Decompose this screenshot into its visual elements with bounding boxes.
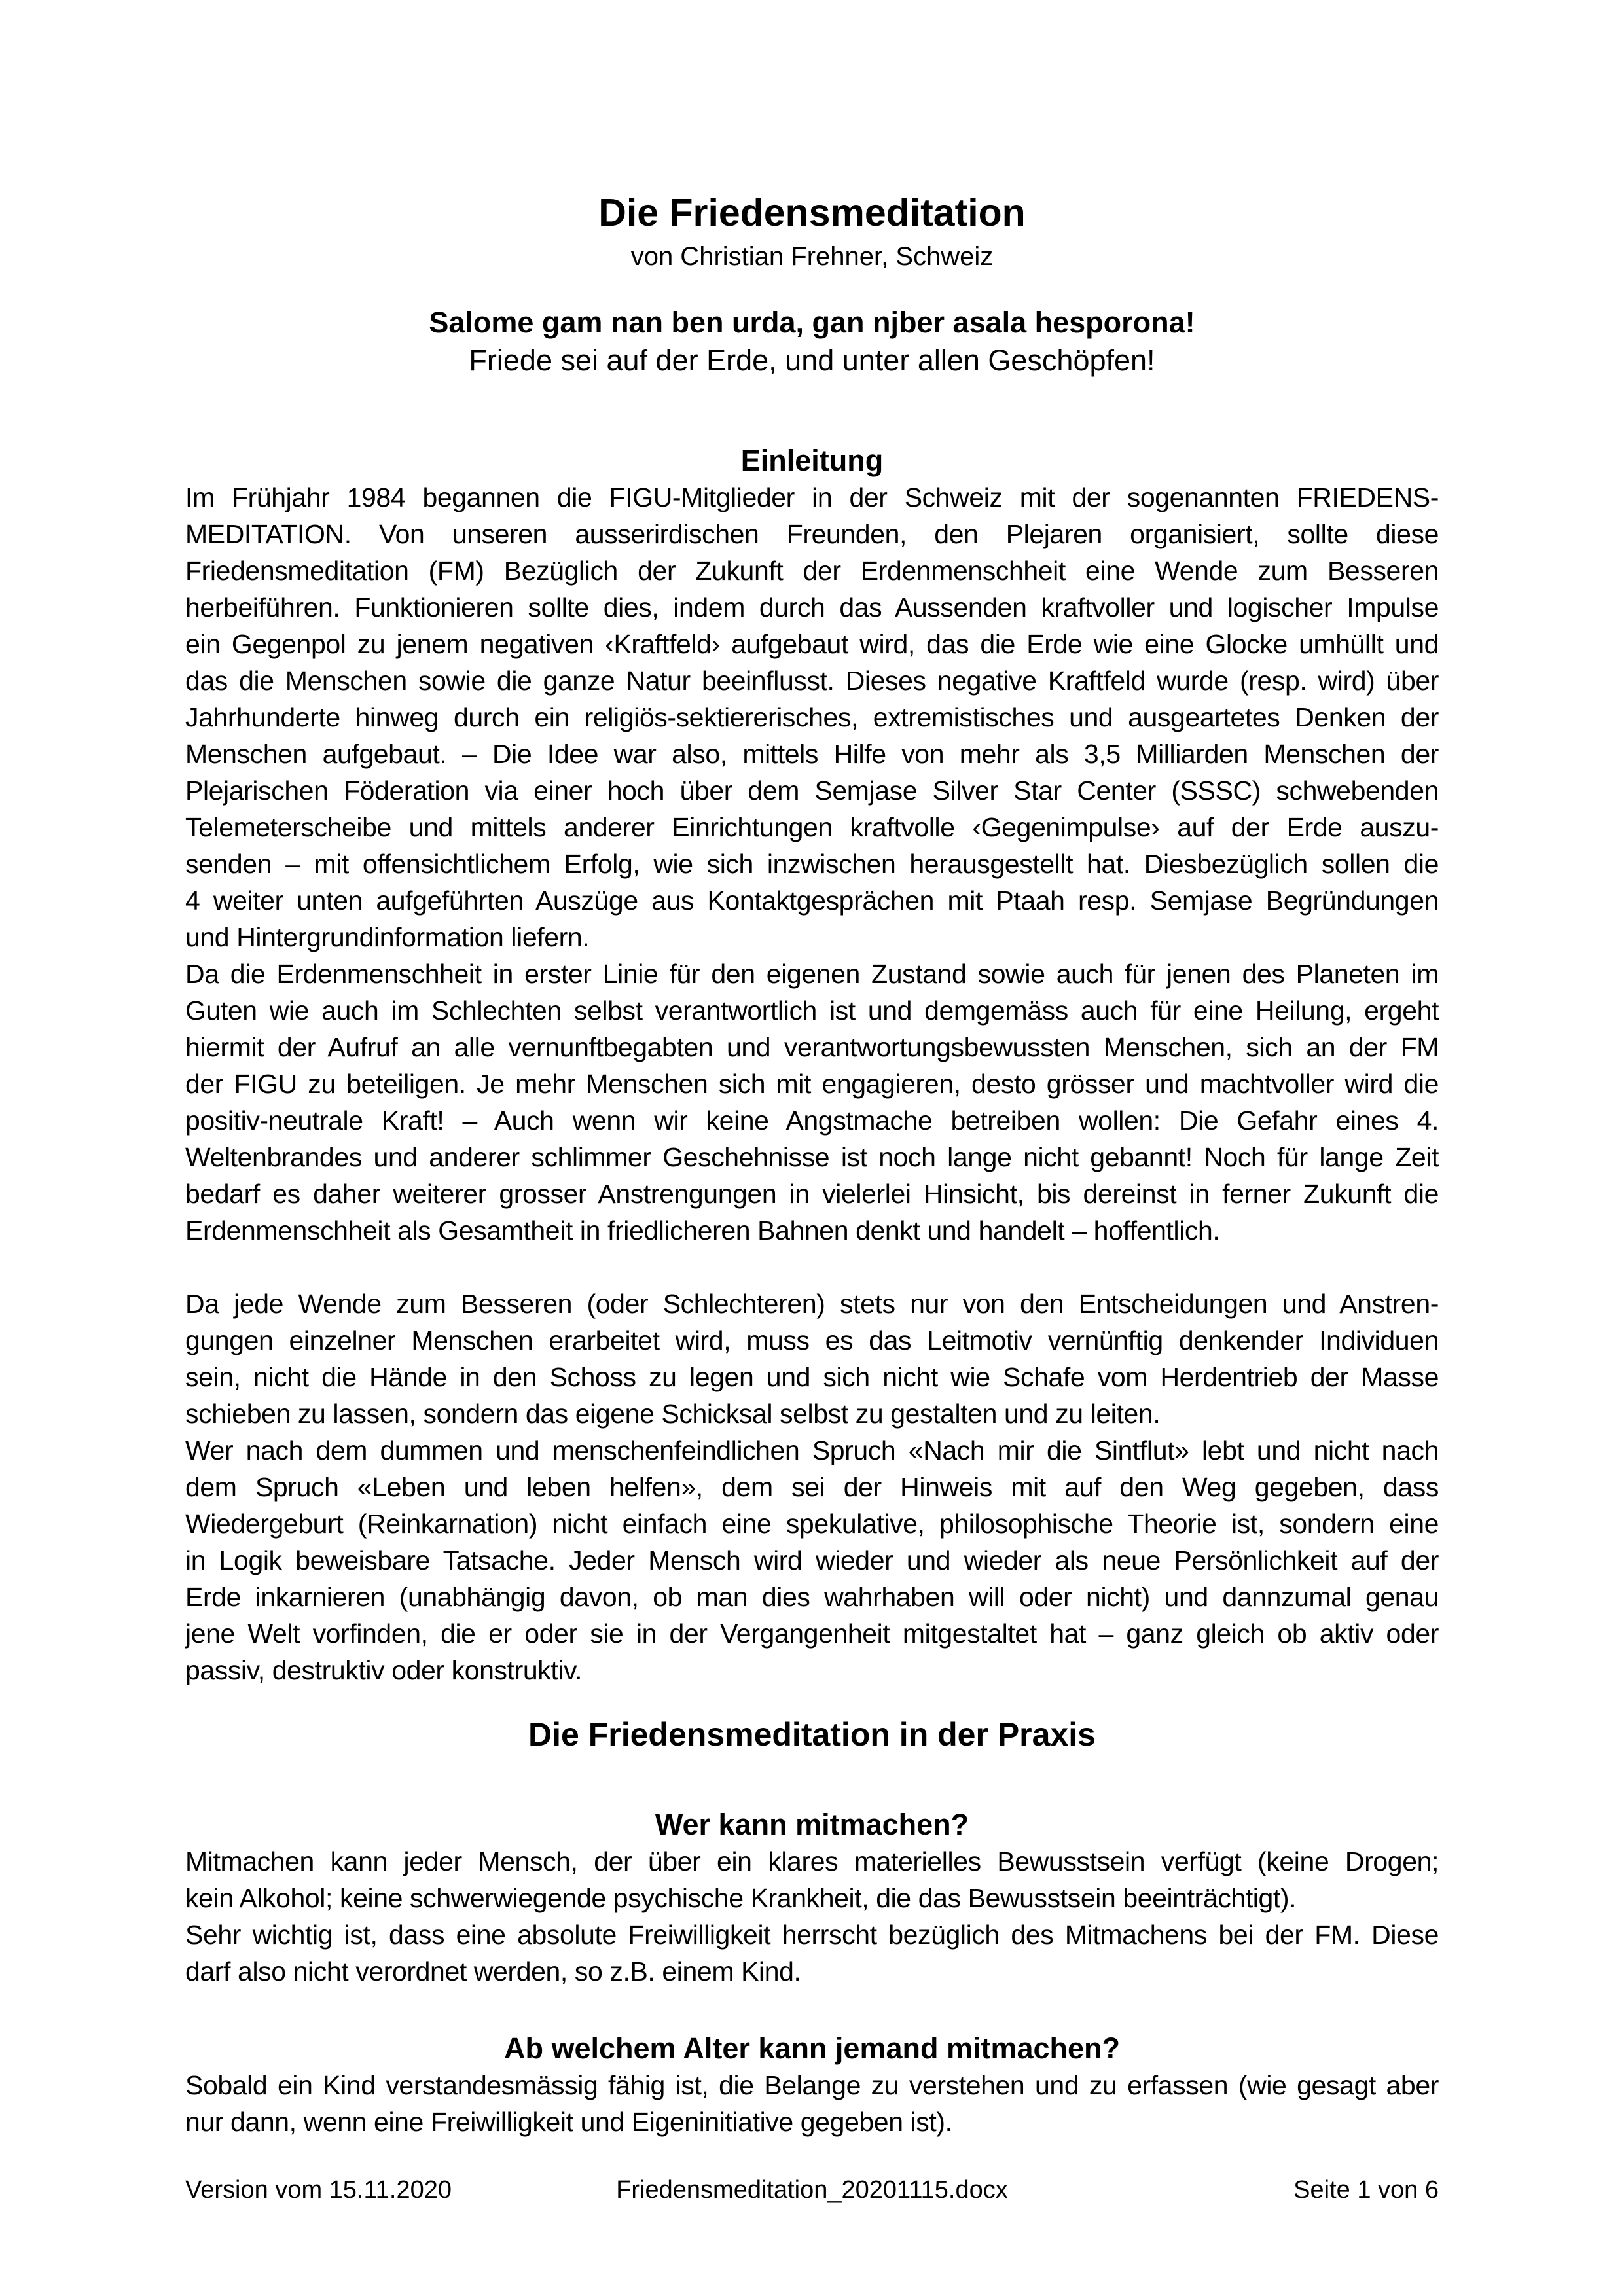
text-line: MEDITATION. Von unseren ausserirdischen Freunden, den Plejaren organisiert, sollte diese xyxy=(185,519,1439,549)
footer-version-date: Version vom 15.11.2020 xyxy=(185,2176,452,2204)
section-heading: Wer kann mitmachen? xyxy=(655,1808,969,1841)
section-heading: Die Friedensmeditation in der Praxis xyxy=(528,1716,1096,1753)
text-line: Im Frühjahr 1984 begannen die FIGU-Mitglieder in der Schweiz mit der sogenannten FRIEDENS- xyxy=(185,482,1439,512)
text-line: Friedensmeditation (FM) Bezüglich der Zukunft der Erdenmenschheit eine Wende zum Besseren xyxy=(185,556,1439,586)
text-line: positiv-neutrale Kraft! – Auch wenn wir keine Angstmache betreiben wollen: Die Gefahr eines 4. xyxy=(185,1105,1439,1136)
text-line: Guten wie auch im Schlechten selbst verantwortlich ist und demgemäss auch für eine Heilung, ergeht xyxy=(185,996,1439,1026)
text-line: Sehr wichtig ist, dass eine absolute Freiwilligkeit herrscht bezüglich des Mitmachens bei der FM. Diese xyxy=(185,1920,1439,1950)
text-line: Wer nach dem dummen und menschenfeindlichen Spruch «Nach mir die Sintflut» lebt und nicht nach xyxy=(185,1435,1439,1465)
spacer xyxy=(185,1990,1439,2030)
text-line: Weltenbrandes und anderer schlimmer Geschehnisse ist noch lange nicht gebannt! Noch für lange Zeit xyxy=(185,1142,1439,1172)
text-line: gungen einzelner Menschen erarbeitet wird, muss es das Leitmotiv vernünftig denkender Individuen xyxy=(185,1325,1439,1355)
paragraph xyxy=(185,1843,1439,1916)
text-line: Mitmachen kann jeder Mensch, der über ein klares materielles Bewusstsein verfügt (keine Drogen; xyxy=(185,1846,1439,1876)
document-header xyxy=(185,190,1439,380)
text-line: jene Welt vorfinden, die er oder sie in der Vergangenheit mitgestaltet hat – ganz gleich ob aktiv oder xyxy=(185,1619,1439,1649)
text-line: hiermit der Aufruf an alle vernunftbegabten und verantwortungsbewussten Menschen, sich an der FM xyxy=(185,1032,1439,1062)
text-line: kein Alkohol; keine schwerwiegende psychische Krankheit, die das Bewusstsein beeinträchtigt). xyxy=(185,1883,1297,1913)
text-line: darf also nicht verordnet werden, so z.B. einem Kind. xyxy=(185,1956,801,1986)
text-line: sein, nicht die Hände in den Schoss zu legen und sich nicht wie Schafe vom Herdentrieb der Masse xyxy=(185,1362,1439,1392)
section-heading: Einleitung xyxy=(740,444,884,477)
motto-original: Salome gam nan ben urda, gan njber asala hesporona! xyxy=(429,306,1195,339)
spacer xyxy=(185,1249,1439,1285)
document-body xyxy=(185,442,1439,2140)
paragraph xyxy=(185,2067,1439,2140)
document-title: Die Friedensmeditation xyxy=(598,191,1026,234)
text-line: nur dann, wenn eine Freiwilligkeit und Eigeninitiative gegeben ist). xyxy=(185,2107,952,2137)
text-line: das die Menschen sowie die ganze Natur beeinflusst. Dieses negative Kraftfeld wurde (resp. wird) über xyxy=(185,666,1439,696)
text-line: und Hintergrundinformation liefern. xyxy=(185,922,590,952)
document-author: von Christian Frehner, Schweiz xyxy=(630,242,994,271)
text-line: senden – mit offensichtlichem Erfolg, wie sich inzwischen herausgestellt hat. Diesbezüglich sollen die xyxy=(185,849,1439,879)
spacer xyxy=(185,1754,1439,1806)
text-line: Sobald ein Kind verstandesmässig fähig ist, die Belange zu verstehen und zu erfassen (wie gesagt aber xyxy=(185,2070,1439,2100)
text-line: Plejarischen Föderation via einer hoch über dem Semjase Silver Star Center (SSSC) schwebenden xyxy=(185,776,1439,806)
text-line: ein Gegenpol zu jenem negativen ‹Kraftfeld› aufgebaut wird, das die Erde wie eine Glocke umhüllt und xyxy=(185,629,1439,659)
text-line: Erdenmenschheit als Gesamtheit in friedlicheren Bahnen denkt und handelt – hoffentlich. xyxy=(185,1215,1220,1246)
text-line: Telemeterscheibe und mittels anderer Einrichtungen kraftvolle ‹Gegenimpulse› auf der Erde auszu- xyxy=(185,812,1439,842)
text-line: herbeiführen. Funktionieren sollte dies, indem durch das Aussenden kraftvoller und logischer Impulse xyxy=(185,592,1439,622)
text-line: der FIGU zu beteiligen. Je mehr Menschen sich mit engagieren, desto grösser und machtvoller wird die xyxy=(185,1069,1439,1099)
spacer xyxy=(185,274,1439,304)
document-footer xyxy=(185,2174,1439,2206)
text-line: schieben zu lassen, sondern das eigene Schicksal selbst zu gestalten und zu leiten. xyxy=(185,1399,1161,1429)
paragraph xyxy=(185,479,1439,956)
paragraph xyxy=(185,1432,1439,1689)
paragraph xyxy=(185,956,1439,1249)
text-line: 4 weiter unten aufgeführten Auszüge aus Kontaktgesprächen mit Ptaah resp. Semjase Begründungen xyxy=(185,886,1439,916)
text-line: in Logik beweisbare Tatsache. Jeder Mensch wird wieder und wieder als neue Persönlichkeit auf der xyxy=(185,1545,1439,1575)
text-line: dem Spruch «Leben und leben helfen», dem sei der Hinweis mit auf den Weg gegeben, dass xyxy=(185,1472,1439,1502)
paragraph xyxy=(185,1916,1439,1990)
text-line: Wiedergeburt (Reinkarnation) nicht einfach eine spekulative, philosophische Theorie ist, sondern eine xyxy=(185,1509,1439,1539)
text-line: Da die Erdenmenschheit in erster Linie für den eigenen Zustand sowie auch für jenen des Planeten im xyxy=(185,959,1439,989)
text-line: passiv, destruktiv oder konstruktiv. xyxy=(185,1655,583,1685)
motto-translation: Friede sei auf der Erde, und unter allen Geschöpfen! xyxy=(469,344,1155,377)
text-line: bedarf es daher weiterer grosser Anstrengungen in vielerlei Hinsicht, bis dereinst in ferner Zukunft die xyxy=(185,1179,1439,1209)
text-line: Erde inkarnieren (unabhängig davon, ob man dies wahrhaben will oder nicht) und dannzumal genau xyxy=(185,1582,1439,1612)
text-line: Menschen aufgebaut. – Die Idee war also, mittels Hilfe von mehr als 3,5 Milliarden Menschen der xyxy=(185,739,1439,769)
footer-page-number: Seite 1 von 6 xyxy=(1293,2176,1439,2204)
spacer xyxy=(185,1689,1439,1715)
footer-filename: Friedensmeditation_20201115.docx xyxy=(616,2176,1008,2204)
section-heading: Ab welchem Alter kann jemand mitmachen? xyxy=(503,2032,1121,2065)
text-line: Da jede Wende zum Besseren (oder Schlechteren) stets nur von den Entscheidungen und Anstren- xyxy=(185,1289,1439,1319)
paragraph xyxy=(185,1285,1439,1432)
text-line: Jahrhunderte hinweg durch ein religiös-sektiererisches, extremistisches und ausgeartetes Denken der xyxy=(185,702,1439,732)
